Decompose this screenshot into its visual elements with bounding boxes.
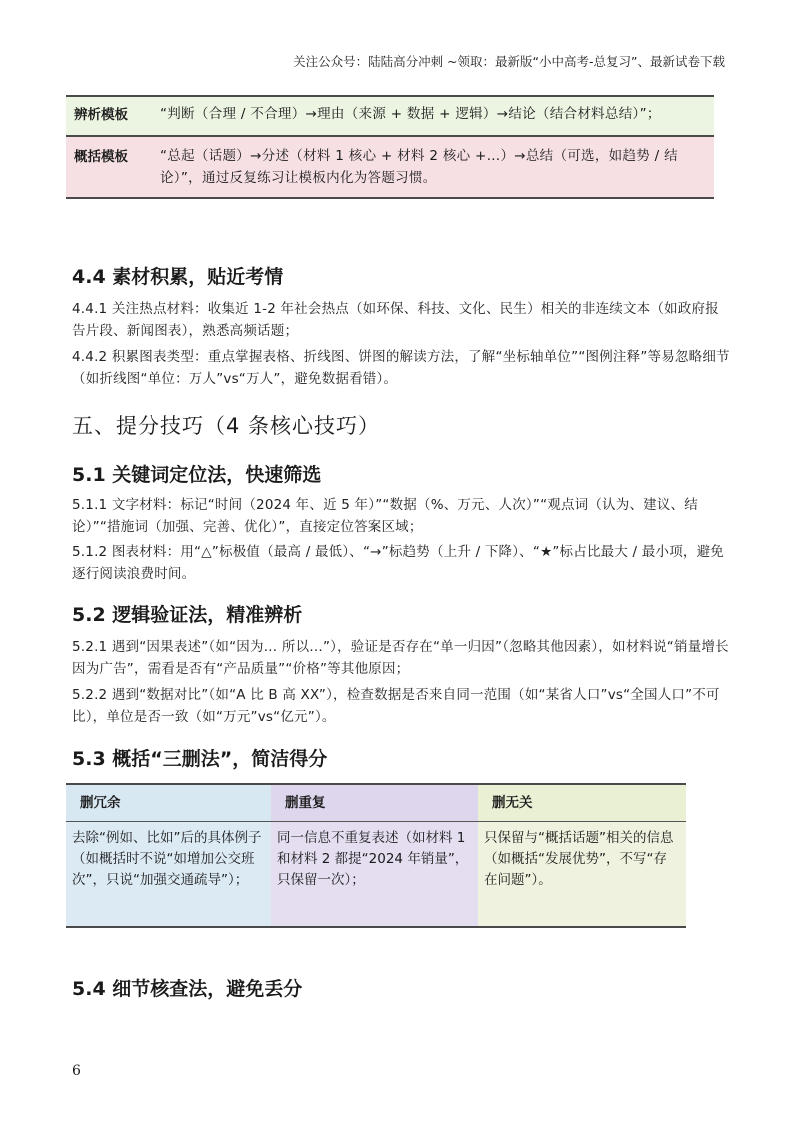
template-row-summary (66, 135, 714, 199)
paragraph-5-2-2: 5.2.2 遇到“数据对比”（如“A 比 B 高 XX”），检查数据是否来自同一范围（如“某省人口”vs“全国人口”不可比），单位是否一致（如“万元”vs“亿元”）。 (72, 687, 720, 725)
table-cell: 只保留与“概括话题”相关的信息（如概括“发展优势”，不写“存在问题”）。 (478, 822, 686, 926)
paragraph-5-1-1: 5.1.1 文字材料：标记“时间（2024 年、近 5 年）”“数据（%、万元、人次）”“观点词（认为、建议、结论）”“措施词（加强、完善、优化）”，直接定位答案区域； (72, 497, 698, 535)
column-header: 删冗余 (66, 785, 271, 821)
section-heading-4-4: 4.4 素材积累，贴近考情 (72, 266, 284, 288)
paragraph-4-4-2: 4.4.2 积累图表类型：重点掌握表格、折线图、饼图的解读方法，了解“坐标轴单位”“图例注释”等易忽略细节（如折线图“单位：万人”vs“万人”，避免数据看错）。 (72, 349, 730, 387)
chapter-heading-5: 五、提分技巧（4 条核心技巧） (72, 414, 381, 438)
template-row-analysis (66, 95, 714, 135)
template-text: “判断（合理 / 不合理）→理由（来源 + 数据 + 逻辑）→结论（结合材料总结）”； (160, 106, 661, 122)
table-cell: 同一信息不重复表述（如材料 1 和材料 2 都提“2024 年销量”，只保留一次）； (271, 822, 478, 926)
page-number: 6 (72, 1063, 81, 1079)
column-header: 删重复 (271, 785, 478, 821)
header-note: 关注公众号：陆陆高分冲刺 ~领取：最新版“小中高考-总复习”、最新试卷下载 (293, 54, 725, 69)
table-cell: 去除“例如、比如”后的具体例子（如概括时不说“如增加公交班次”，只说“加强交通疏导”）； (66, 822, 271, 926)
paragraph-5-2-1: 5.2.1 遇到“因果表述”（如“因为… 所以…”），验证是否存在“单一归因”（忽略其他因素），如材料说“销量增长因为广告”，需看是否有“产品质量”“价格”等其他原因； (72, 639, 729, 677)
table-header-row (66, 783, 686, 821)
paragraph-4-4-1: 4.4.1 关注热点材料：收集近 1-2 年社会热点（如环保、科技、文化、民生）相关的非连续文本（如政府报告片段、新闻图表），熟悉高频话题； (72, 301, 719, 339)
template-label: 辨析模板 (74, 107, 128, 123)
template-label: 概括模板 (74, 149, 128, 165)
section-heading-5-1: 5.1 关键词定位法，快速筛选 (72, 464, 322, 486)
section-heading-5-4: 5.4 细节核查法，避免丢分 (72, 978, 303, 1000)
column-header: 删无关 (478, 785, 686, 821)
answer-template-table (66, 95, 714, 199)
section-heading-5-2: 5.2 逻辑验证法，精准辨析 (72, 604, 303, 626)
table-row (66, 821, 686, 928)
three-delete-table (66, 783, 686, 928)
section-heading-5-3: 5.3 概括“三删法”，简洁得分 (72, 748, 328, 770)
paragraph-5-1-2: 5.1.2 图表材料：用“△”标极值（最高 / 最低）、“→”标趋势（上升 / 下降）、“★”标占比最大 / 最小项，避免逐行阅读浪费时间。 (72, 544, 724, 582)
template-text: “总起（话题）→分述（材料 1 核心 + 材料 2 核心 +…）→总结（可选，如趋势 / 结论）”，通过反复练习让模板内化为答题习惯。 (160, 148, 678, 186)
